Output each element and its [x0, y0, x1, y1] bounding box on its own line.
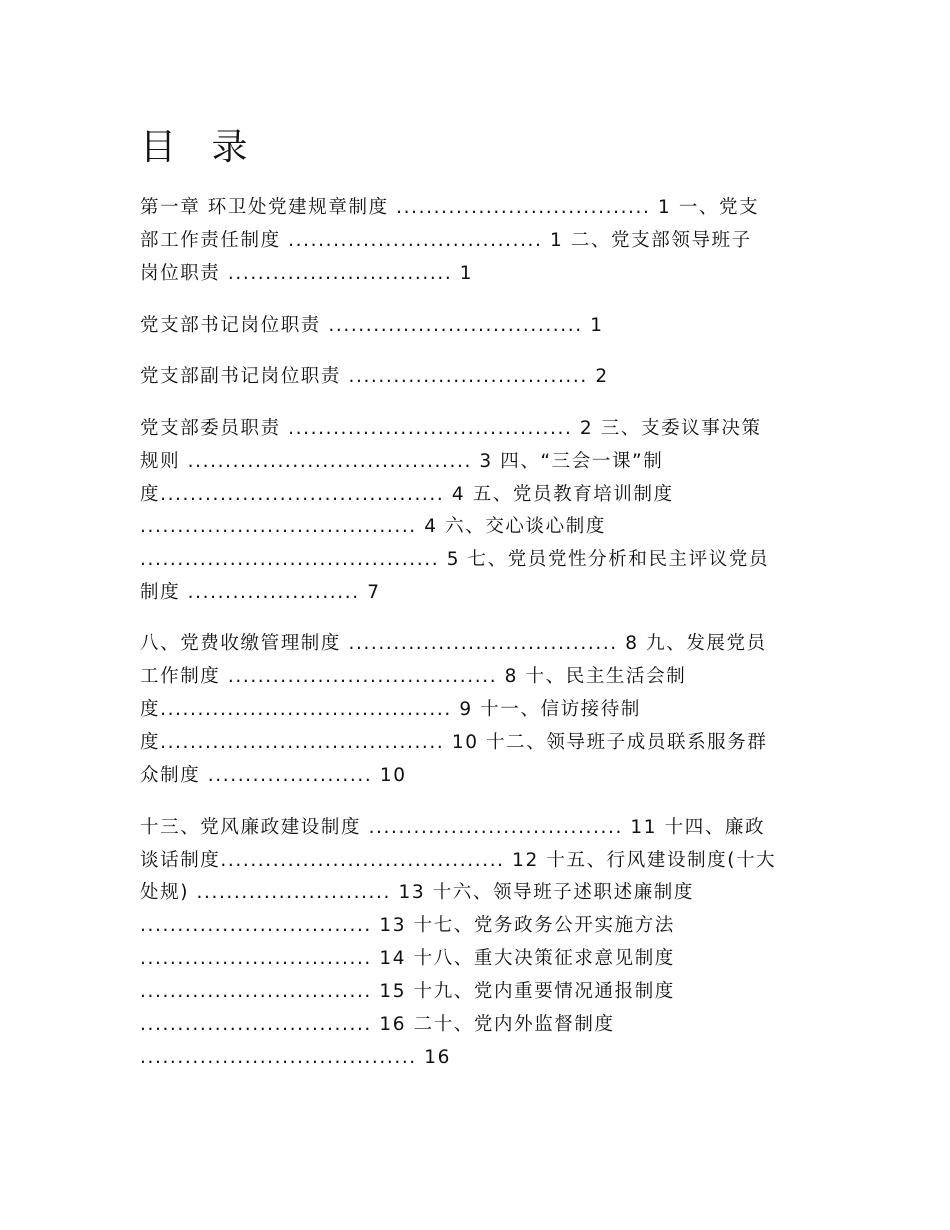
toc-line: 处规) .......................... 13 十六、领导班子述职述廉制度: [140, 882, 694, 903]
toc-line: 党支部副书记岗位职责 ................................ 2: [140, 366, 609, 387]
toc-line: 第一章 环卫处党建规章制度 .................................. 1 一、党支: [140, 197, 760, 218]
toc-line: 度...................................... 10 十二、领导班子成员联系服务群: [140, 732, 768, 753]
toc-line: 制度 ....................... 7: [140, 582, 381, 603]
toc-line: 党支部委员职责 ...................................... 2 三、支委议事决策: [140, 418, 762, 439]
toc-line: 度....................................... 9 十一、信访接待制: [140, 699, 641, 720]
toc-line: ............................... 16 二十、党内外监督制度: [140, 1014, 615, 1035]
toc-line: ..................................... 4 六、交心谈心制度: [140, 516, 606, 537]
toc-line: ..................................... 16: [140, 1047, 452, 1068]
toc-line: ............................... 13 十七、党务政务公开实施方法: [140, 915, 675, 936]
toc-line: 规则 ...................................... 3 四、“三会一课”制: [140, 451, 664, 472]
toc-line: ............................... 15 十九、党内重要情况通报制度: [140, 981, 675, 1002]
toc-title: 目 录: [140, 127, 260, 168]
toc-line: 度...................................... 4 五、党员教育培训制度: [140, 484, 674, 505]
toc-line: ............................... 14 十八、重大决策征求意见制度: [140, 948, 675, 969]
toc-line: 十三、党风廉政建设制度 .................................. 11 十四、廉政: [140, 817, 766, 838]
toc-line: 部工作责任制度 .................................. 1 二、党支部领导班子: [140, 230, 752, 251]
toc-line: 工作制度 .................................... 8 十、民主生活会制: [140, 666, 687, 687]
toc-line: ........................................ 5 七、党员党性分析和民主评议党员: [140, 549, 770, 570]
toc-line: 众制度 ...................... 10: [140, 765, 407, 786]
toc-line: 岗位职责 .............................. 1: [140, 263, 474, 284]
toc-line: 谈话制度...................................... 12 十五、行风建设制度(十大: [140, 850, 777, 871]
toc-line: 党支部书记岗位职责 .................................. 1: [140, 315, 604, 336]
toc-line: 八、党费收缴管理制度 .................................... 8 九、发展党员: [140, 633, 767, 654]
